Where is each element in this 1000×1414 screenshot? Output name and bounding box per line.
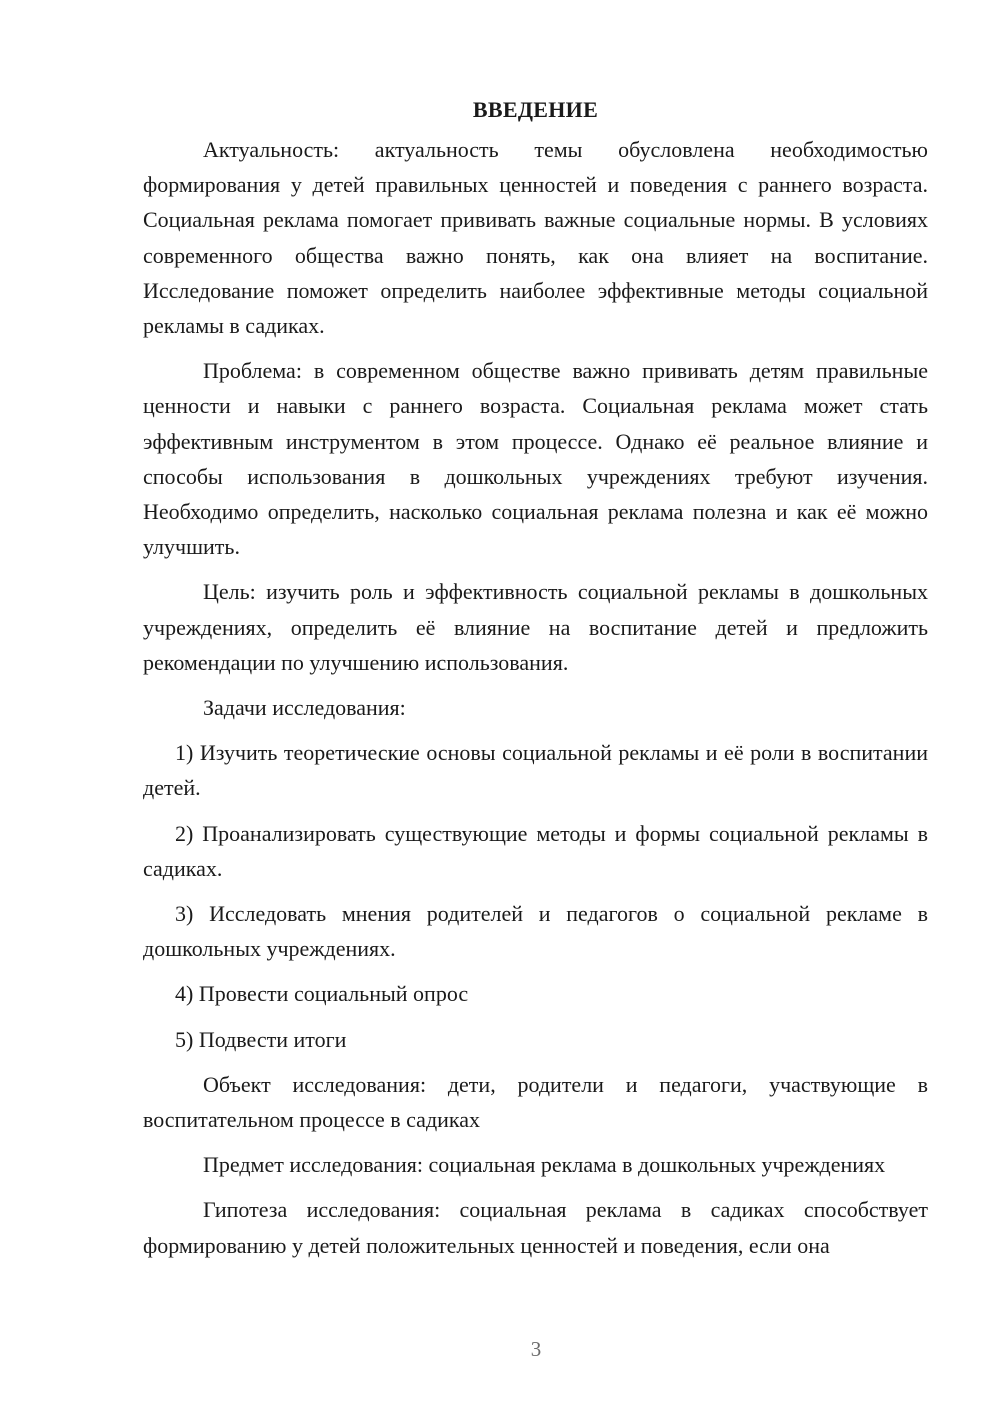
task-item-5: 5) Подвести итоги — [175, 1026, 347, 1052]
paragraph-problem: Проблема: в современном обществе важно прививать детям правильные ценности и навыки с раннего возраста. Социальная реклама может стать эффективным инструментом в этом процессе. Однако её реальное влияние и способы использования в дошкольных учреждениях требуют изучения. Необходимо определить, насколько социальная реклама полезна и как её можно улучшить. — [143, 358, 928, 560]
paragraph-object: Объект исследования: дети, родители и педагоги, участвующие в воспитательном процессе в садиках — [143, 1071, 928, 1133]
paragraph-relevance: Актуальность: актуальность темы обусловлена необходимостью формирования у детей правильных ценностей и поведения с раннего возраста. Социальная реклама помогает прививать важные социальные нормы. В условиях современного общества важно понять, как она влияет на воспитание. Исследование поможет определить наиболее эффективные методы социальной рекламы в садиках. — [143, 137, 928, 339]
task-item-3: 3) Исследовать мнения родителей и педагогов о социальной рекламе в дошкольных учреждениях. — [143, 901, 928, 962]
section-title: ВВЕДЕНИЕ — [472, 97, 599, 122]
paragraph-hypothesis: Гипотеза исследования: социальная реклама в садиках способствует формированию у детей положительных ценностей и поведения, если она — [143, 1197, 928, 1258]
paragraph-subject: Предмет исследования: социальная реклама в дошкольных учреждениях — [203, 1152, 886, 1178]
page-number: 3 — [530, 1337, 542, 1361]
task-item-2: 2) Проанализировать существующие методы и формы социальной рекламы в садиках. — [143, 820, 928, 881]
paragraph-goal: Цель: изучить роль и эффективность социальной рекламы в дошкольных учреждениях, определить её влияние на воспитание детей и предложить рекомендации по улучшению использования. — [143, 579, 928, 675]
document-page — [143, 92, 928, 1263]
task-item-1: 1) Изучить теоретические основы социальной рекламы и её роли в воспитании детей. — [143, 740, 928, 801]
task-item-4: 4) Провести социальный опрос — [175, 981, 469, 1007]
tasks-heading: Задачи исследования: — [203, 695, 406, 721]
